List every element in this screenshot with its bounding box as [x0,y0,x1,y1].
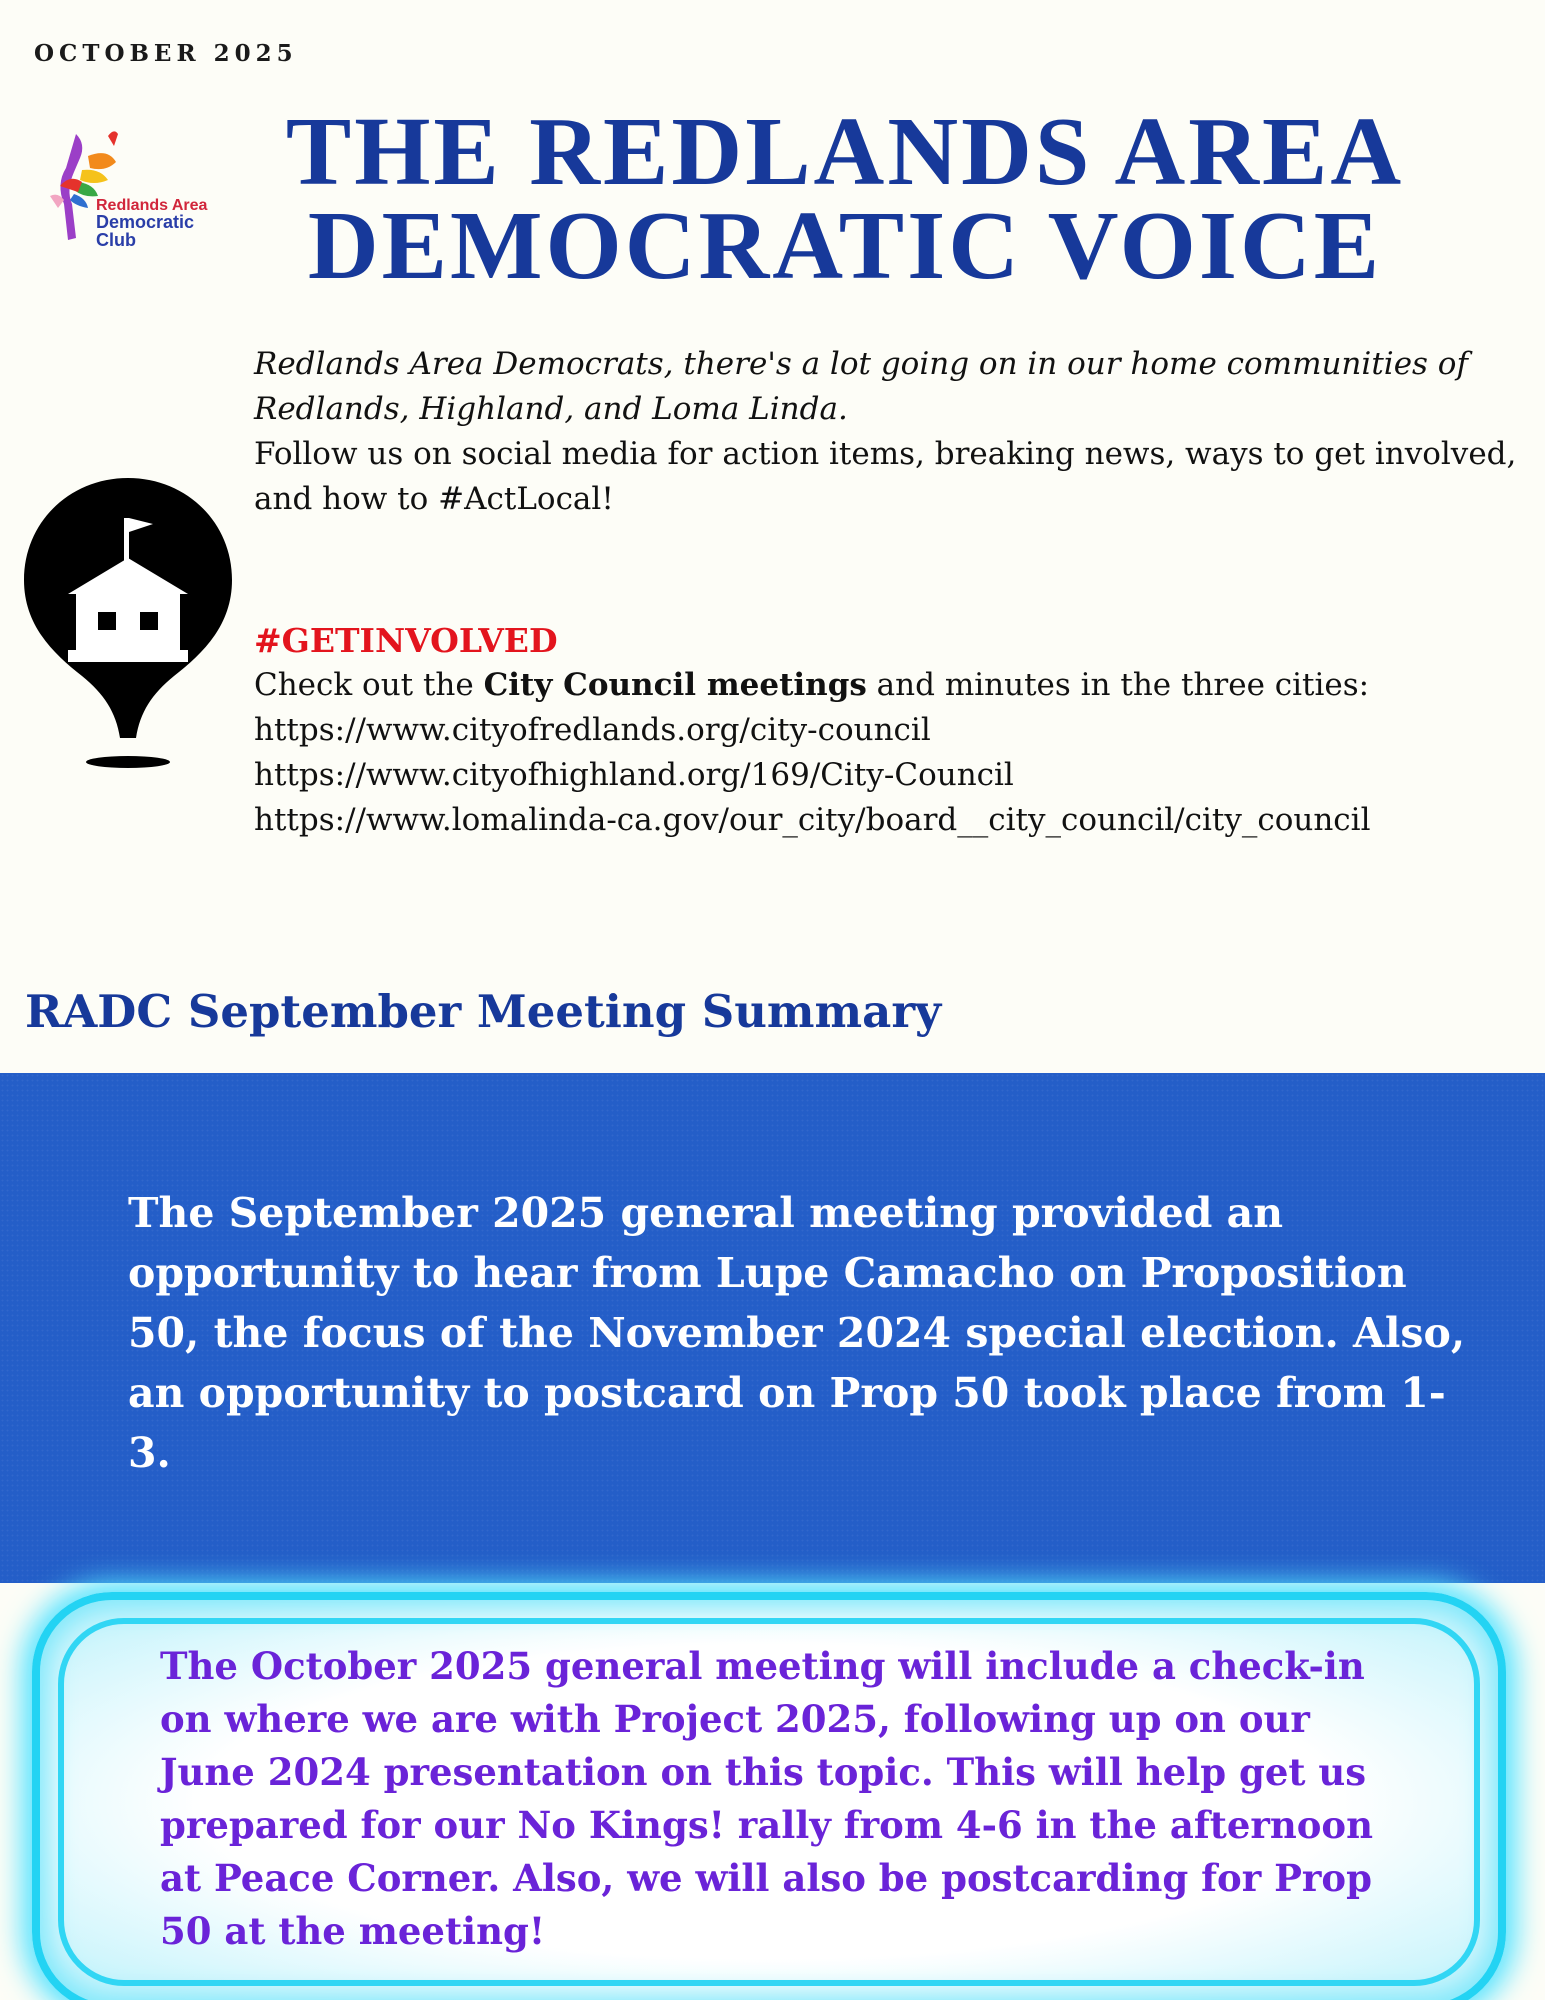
get-involved-tag: #GETINVOLVED [254,621,558,660]
council-bold: City Council meetings [483,667,867,703]
intro-paragraph [254,342,1524,522]
logo-figure-icon [38,126,218,256]
intro-italic: Redlands Area Democrats, there's a lot going on in our home communities of Redlands, Highland, and Loma Linda. [254,346,1468,427]
october-notice-text: The October 2025 general meeting will include a check-in on where we are with Project 2025, following up on our June 2024 presentation on this topic. This will help get us prepared for our No Kings! rally from 4-6 in the afternoon at Peace Corner. Also, we will also be postcarding for Prop 50 at the meeting! [160,1644,1374,1953]
get-involved-section [254,618,1524,843]
summary-band [0,1073,1545,1583]
club-logo [38,126,218,256]
link-redlands[interactable]: https://www.cityofredlands.org/city-council [254,712,931,748]
council-prefix: Check out the [254,667,484,703]
summary-text: The September 2025 general meeting provided an opportunity to hear from Lupe Camacho on Proposition 50, the focus of the November 2024 special election. Also, an opportunity to postcard on Prop 50 took place from 1-3. [128,1189,1466,1477]
title-line-1: THE REDLANDS AREA [285,98,1405,206]
logo-line2: Democratic [96,212,195,232]
council-meetings-line [254,663,1524,708]
summary-heading: RADC September Meeting Summary [25,985,942,1038]
council-suffix: and minutes in the three cities: [866,667,1370,703]
newsletter-title [270,98,1420,300]
title-line-2: DEMOCRATIC VOICE [307,192,1383,300]
logo-line1: Redlands Area [96,197,208,214]
city-hall-pin-icon [20,476,236,770]
issue-date: OCTOBER 2025 [34,40,298,67]
logo-line3: Club [96,230,136,250]
link-loma-linda[interactable]: https://www.lomalinda-ca.gov/our_city/board__city_council/city_council [254,802,1371,838]
link-highland[interactable]: https://www.cityofhighland.org/169/City-Council [254,757,1014,793]
intro-follow: Follow us on social media for action items, breaking news, ways to get involved, and how to #ActLocal! [254,436,1517,517]
october-notice-box [32,1592,1506,2000]
